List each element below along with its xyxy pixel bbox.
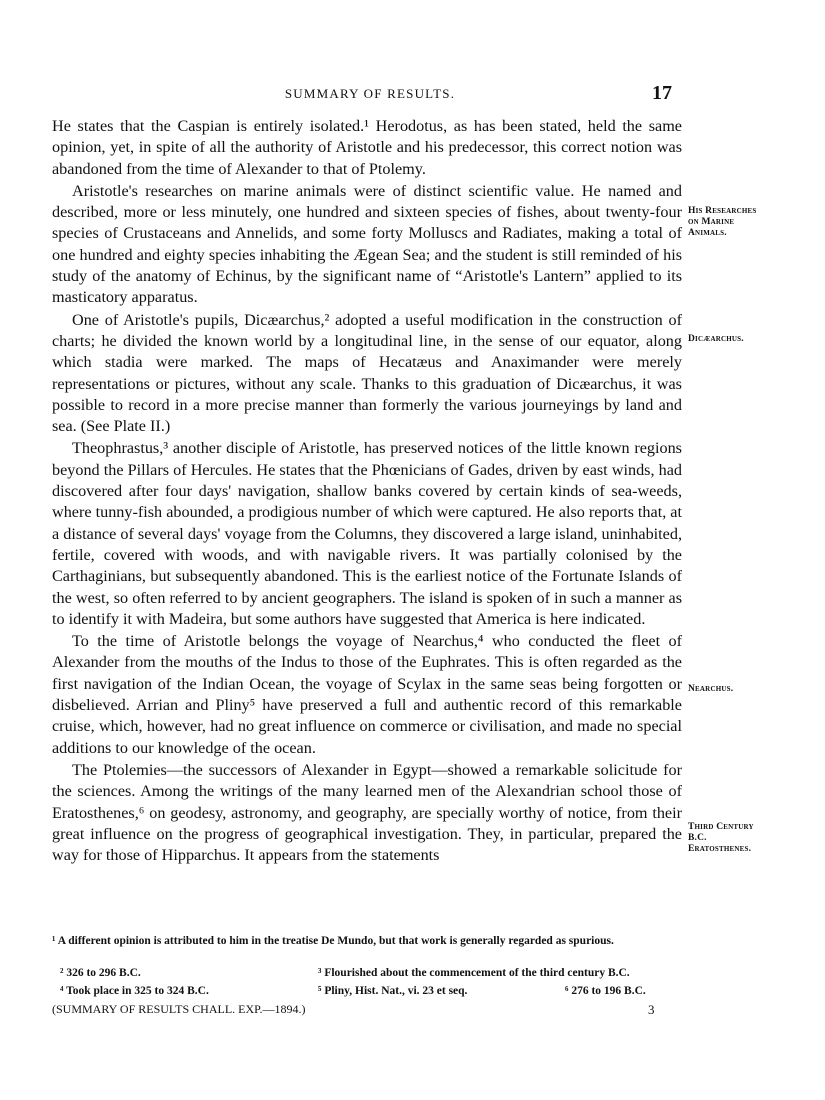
paragraph-dicaearchus: One of Aristotle's pupils, Dicæarchus,² adopted a useful modification in the construction of charts; he divided the known world by a longitudinal line, in the sense of our equator, along which stadia were marked. The maps of Hecatæus and Anaximander were merely representations or pictures, without any scale. Thanks to this graduation of Dicæarchus, it was possible to record in a more precise manner than formerly the various journeyings by land and sea. (See Plate II.) [52,310,682,436]
side-note-nearchus: Nearchus. [688,684,734,694]
paragraph-nearchus: To the time of Aristotle belongs the voyage of Nearchus,⁴ who conducted the fleet of Alexander from the mouths of the Indus to those of the Euphrates. This is often regarded as the first navigation of the Indian Ocean, the voyage of Scylax in the same seas being forgotten or disbelieved. Arrian and Pliny⁵ have preserved a full and authentic record of this remarkable cruise, which, however, had no great influence on commerce or civilisation, and made no special additions to our knowledge of the ocean. [52,632,682,757]
paragraph-ptolemies: The Ptolemies—the successors of Alexander in Egypt—showed a remarkable solicitude for the sciences. Among the writings of the many learned men of the Alexandrian school those of Eratosthenes,⁶ on geodesy, astronomy, and geography, are specially worthy of notice, from their great influence on the progress of geographical investigation. They, in particular, prepared the way for those of Hipparchus. It appears from the statements [52,760,682,865]
footnote-6: ⁶ 276 to 196 B.C. [565,985,646,997]
body-text [52,116,682,867]
side-note-dicaearchus: Dicæarchus. [688,334,744,344]
page-number: 17 [652,82,672,104]
running-head: SUMMARY OF RESULTS. [284,86,456,101]
side-note-third-line: B.C. [688,833,707,843]
side-note-marine-line: Animals. [688,228,727,238]
side-note-third-line: Third Century [688,822,754,832]
footnote-2: ² 326 to 296 B.C. [60,967,141,979]
footnote-4: ⁴ Took place in 325 to 324 B.C. [60,985,209,997]
side-note-marine-line: His Researches [688,206,757,216]
footnote-3: ³ Flourished about the commencement of the third century B.C. [318,967,630,979]
paragraph-caspian: He states that the Caspian is entirely isolated.¹ Herodotus, as has been stated, held the same opinion, yet, in spite of all the authority of Aristotle and his predecessor, this correct notion was abandoned from the time of Alexander to that of Ptolemy. [52,117,682,178]
side-note-marine-line: on Marine [688,217,735,227]
paragraph-marine-animals: Aristotle's researches on marine animals were of distinct scientific value. He named and described, more or less minutely, one hundred and sixteen species of fishes, about twenty-four species of Crustaceans and Annelids, and some forty Molluscs and Radiates, making a total of one hundred and eighty species inhabiting the Ægean Sea; and the student is still reminded of his study of the anatomy of Echinus, by the significant name of “Aristotle's Lantern” applied to its masticatory apparatus. [52,181,682,307]
footnote-5: ⁵ Pliny, Hist. Nat., vi. 23 et seq. [318,985,468,997]
side-note-third-line: Eratosthenes. [688,844,752,854]
signature-number: 3 [648,1002,655,1017]
side-note-marine [688,206,798,239]
footnote-1: ¹ A different opinion is attributed to him in the treatise De Mundo, but that work is generally regarded as spurious. [52,935,614,947]
signature-mark: (SUMMARY OF RESULTS CHALL. EXP.—1894.) [52,1002,306,1016]
paragraph-theophrastus: Theophrastus,³ another disciple of Aristotle, has preserved notices of the little known regions beyond the Pillars of Hercules. He states that the Phœnicians of Gades, driven by east winds, had discovered after four days' navigation, shallow banks covered by certain kinds of sea-weeds, where tunny-fish abounded, a prodigious number of which were captured. He also reports that, at a distance of several days' voyage from the Columns, they discovered a large island, uninhabited, fertile, covered with woods, and with navigable rivers. It was partially colonised by the Carthaginians, but subsequently abandoned. This is the earliest notice of the Fortunate Islands of the west, so often referred to by ancient geographers. The island is spoken of in such a manner as to identify it with Madeira, but some authors have suggested that America is here indicated. [52,439,682,628]
side-note-third-century [688,822,798,855]
